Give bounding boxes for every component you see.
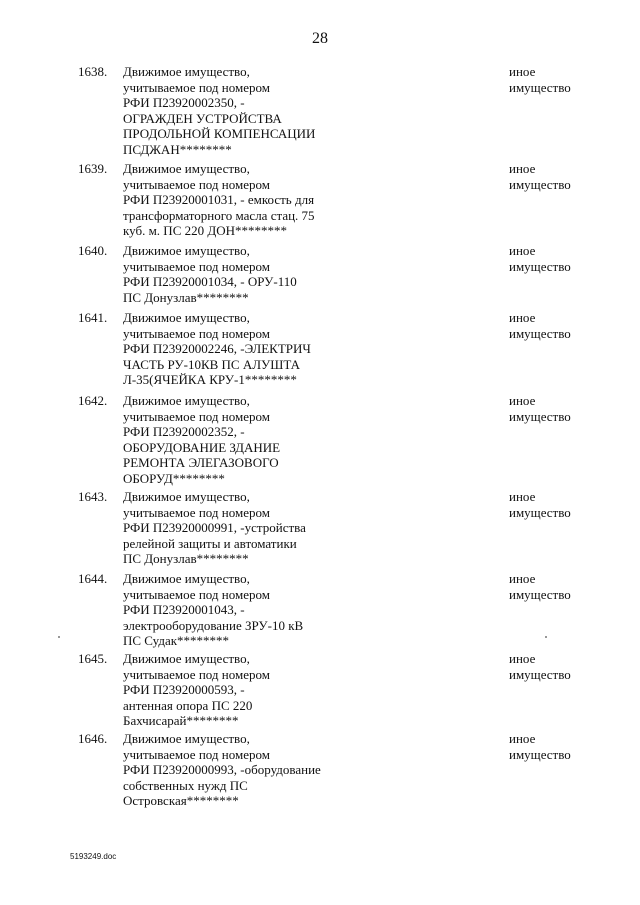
list-item — [0, 651, 640, 731]
list-item — [0, 161, 640, 243]
description-line: РФИ П23920000593, - — [123, 682, 245, 697]
scan-speck — [58, 636, 60, 638]
entry-number: 1643. — [78, 489, 108, 504]
entry-description — [123, 310, 348, 388]
entry-description — [123, 393, 348, 486]
entry-category — [509, 393, 571, 424]
description-line: собственных нужд ПС — [123, 777, 248, 793]
description-line: ОБОРУД******** — [123, 470, 225, 486]
document-filename: 5193249.doc — [70, 852, 117, 861]
entry-category — [509, 310, 571, 341]
entry-description — [123, 161, 348, 239]
description-line: Движимое имущество, — [123, 651, 250, 666]
description-line: РФИ П23920001031, - емкость для — [123, 192, 315, 207]
description-line: учитываемое под номером — [123, 176, 270, 192]
description-line: РФИ П23920002350, - — [123, 95, 245, 110]
description-line: ОГРАЖДЕН УСТРОЙСТВА — [123, 110, 282, 126]
category-line: иное — [509, 731, 536, 746]
entry-description — [123, 489, 348, 567]
description-line: ПС Судак******** — [123, 633, 230, 648]
description-line: ПС Донузлав******** — [123, 289, 249, 305]
description-line: трансформаторного масла стац. 75 — [123, 207, 315, 223]
description-line: РФИ П23920000991, -устройства — [123, 520, 306, 535]
entry-number: 1640. — [78, 243, 108, 258]
category-line: имущество — [509, 666, 571, 682]
entry-number: 1644. — [78, 571, 108, 586]
description-line: Движимое имущество, — [123, 64, 250, 79]
description-line: ПСДЖАН******** — [123, 141, 232, 157]
description-line: Движимое имущество, — [123, 243, 250, 258]
category-line: имущество — [509, 258, 571, 274]
description-line: Движимое имущество, — [123, 310, 250, 325]
entry-category — [509, 489, 571, 520]
description-line: релейной защиты и автоматики — [123, 535, 297, 551]
category-line: имущество — [509, 176, 571, 192]
entries-list — [0, 64, 640, 811]
description-line: куб. м. ПС 220 ДОН******** — [123, 223, 288, 238]
entry-description — [123, 64, 348, 157]
description-line: РФИ П23920002246, -ЭЛЕКТРИЧ — [123, 341, 311, 356]
description-line: Л-35(ЯЧЕЙКА КРУ-1******** — [123, 372, 297, 387]
entry-number: 1642. — [78, 393, 108, 408]
description-line: Движимое имущество, — [123, 393, 250, 408]
description-line: Островская******** — [123, 793, 239, 808]
description-line: антенная опора ПС 220 — [123, 697, 253, 713]
description-line: ОБОРУДОВАНИЕ ЗДАНИЕ — [123, 439, 281, 455]
list-item — [0, 64, 640, 161]
description-line: РЕМОНТА ЭЛЕГАЗОВОГО — [123, 455, 279, 470]
category-line: иное — [509, 489, 536, 504]
list-item — [0, 310, 640, 393]
list-item — [0, 243, 640, 310]
entry-category — [509, 571, 571, 602]
description-line: ПРОДОЛЬНОЙ КОМПЕНСАЦИИ — [123, 126, 316, 141]
description-line: учитываемое под номером — [123, 586, 270, 602]
description-line: ЧАСТЬ РУ-10КВ ПС АЛУШТА — [123, 356, 301, 372]
category-line: имущество — [509, 408, 571, 424]
entry-category — [509, 161, 571, 192]
description-line: РФИ П23920001034, - ОРУ-110 — [123, 274, 297, 289]
entry-category — [509, 243, 571, 274]
entry-category — [509, 64, 571, 95]
description-line: учитываемое под номером — [123, 504, 270, 520]
entry-description — [123, 731, 348, 809]
description-line: Движимое имущество, — [123, 161, 250, 176]
entry-category — [509, 651, 571, 682]
entry-number: 1645. — [78, 651, 108, 666]
description-line: Движимое имущество, — [123, 571, 250, 586]
description-line: электрооборудование ЗРУ-10 кВ — [123, 617, 304, 633]
category-line: иное — [509, 243, 536, 258]
category-line: имущество — [509, 325, 571, 341]
description-line: РФИ П23920002352, - — [123, 424, 245, 439]
entry-category — [509, 731, 571, 762]
category-line: иное — [509, 310, 536, 325]
page-number: 28 — [312, 30, 328, 47]
list-item — [0, 731, 640, 811]
category-line: имущество — [509, 586, 571, 602]
category-line: имущество — [509, 746, 571, 762]
category-line: имущество — [509, 79, 571, 95]
description-line: учитываемое под номером — [123, 325, 270, 341]
category-line: иное — [509, 64, 536, 79]
entry-description — [123, 651, 348, 729]
description-line: учитываемое под номером — [123, 79, 270, 95]
category-line: иное — [509, 161, 536, 176]
description-line: учитываемое под номером — [123, 258, 270, 274]
entry-number: 1641. — [78, 310, 108, 325]
description-line: Движимое имущество, — [123, 489, 250, 504]
description-line: учитываемое под номером — [123, 408, 270, 424]
description-line: учитываемое под номером — [123, 666, 270, 682]
entry-number: 1639. — [78, 161, 108, 176]
entry-description — [123, 571, 348, 649]
description-line: учитываемое под номером — [123, 746, 270, 762]
entry-number: 1638. — [78, 64, 108, 79]
description-line: Бахчисарай******** — [123, 713, 239, 728]
description-line: РФИ П23920001043, - — [123, 602, 245, 617]
description-line: Движимое имущество, — [123, 731, 250, 746]
description-line: ПС Донузлав******** — [123, 551, 249, 566]
entry-number: 1646. — [78, 731, 108, 746]
entry-description — [123, 243, 348, 305]
list-item — [0, 571, 640, 651]
list-item — [0, 393, 640, 489]
description-line: РФИ П23920000993, -оборудование — [123, 762, 321, 777]
scan-speck — [545, 636, 547, 638]
category-line: имущество — [509, 504, 571, 520]
category-line: иное — [509, 393, 536, 408]
category-line: иное — [509, 651, 536, 666]
list-item — [0, 489, 640, 571]
category-line: иное — [509, 571, 536, 586]
